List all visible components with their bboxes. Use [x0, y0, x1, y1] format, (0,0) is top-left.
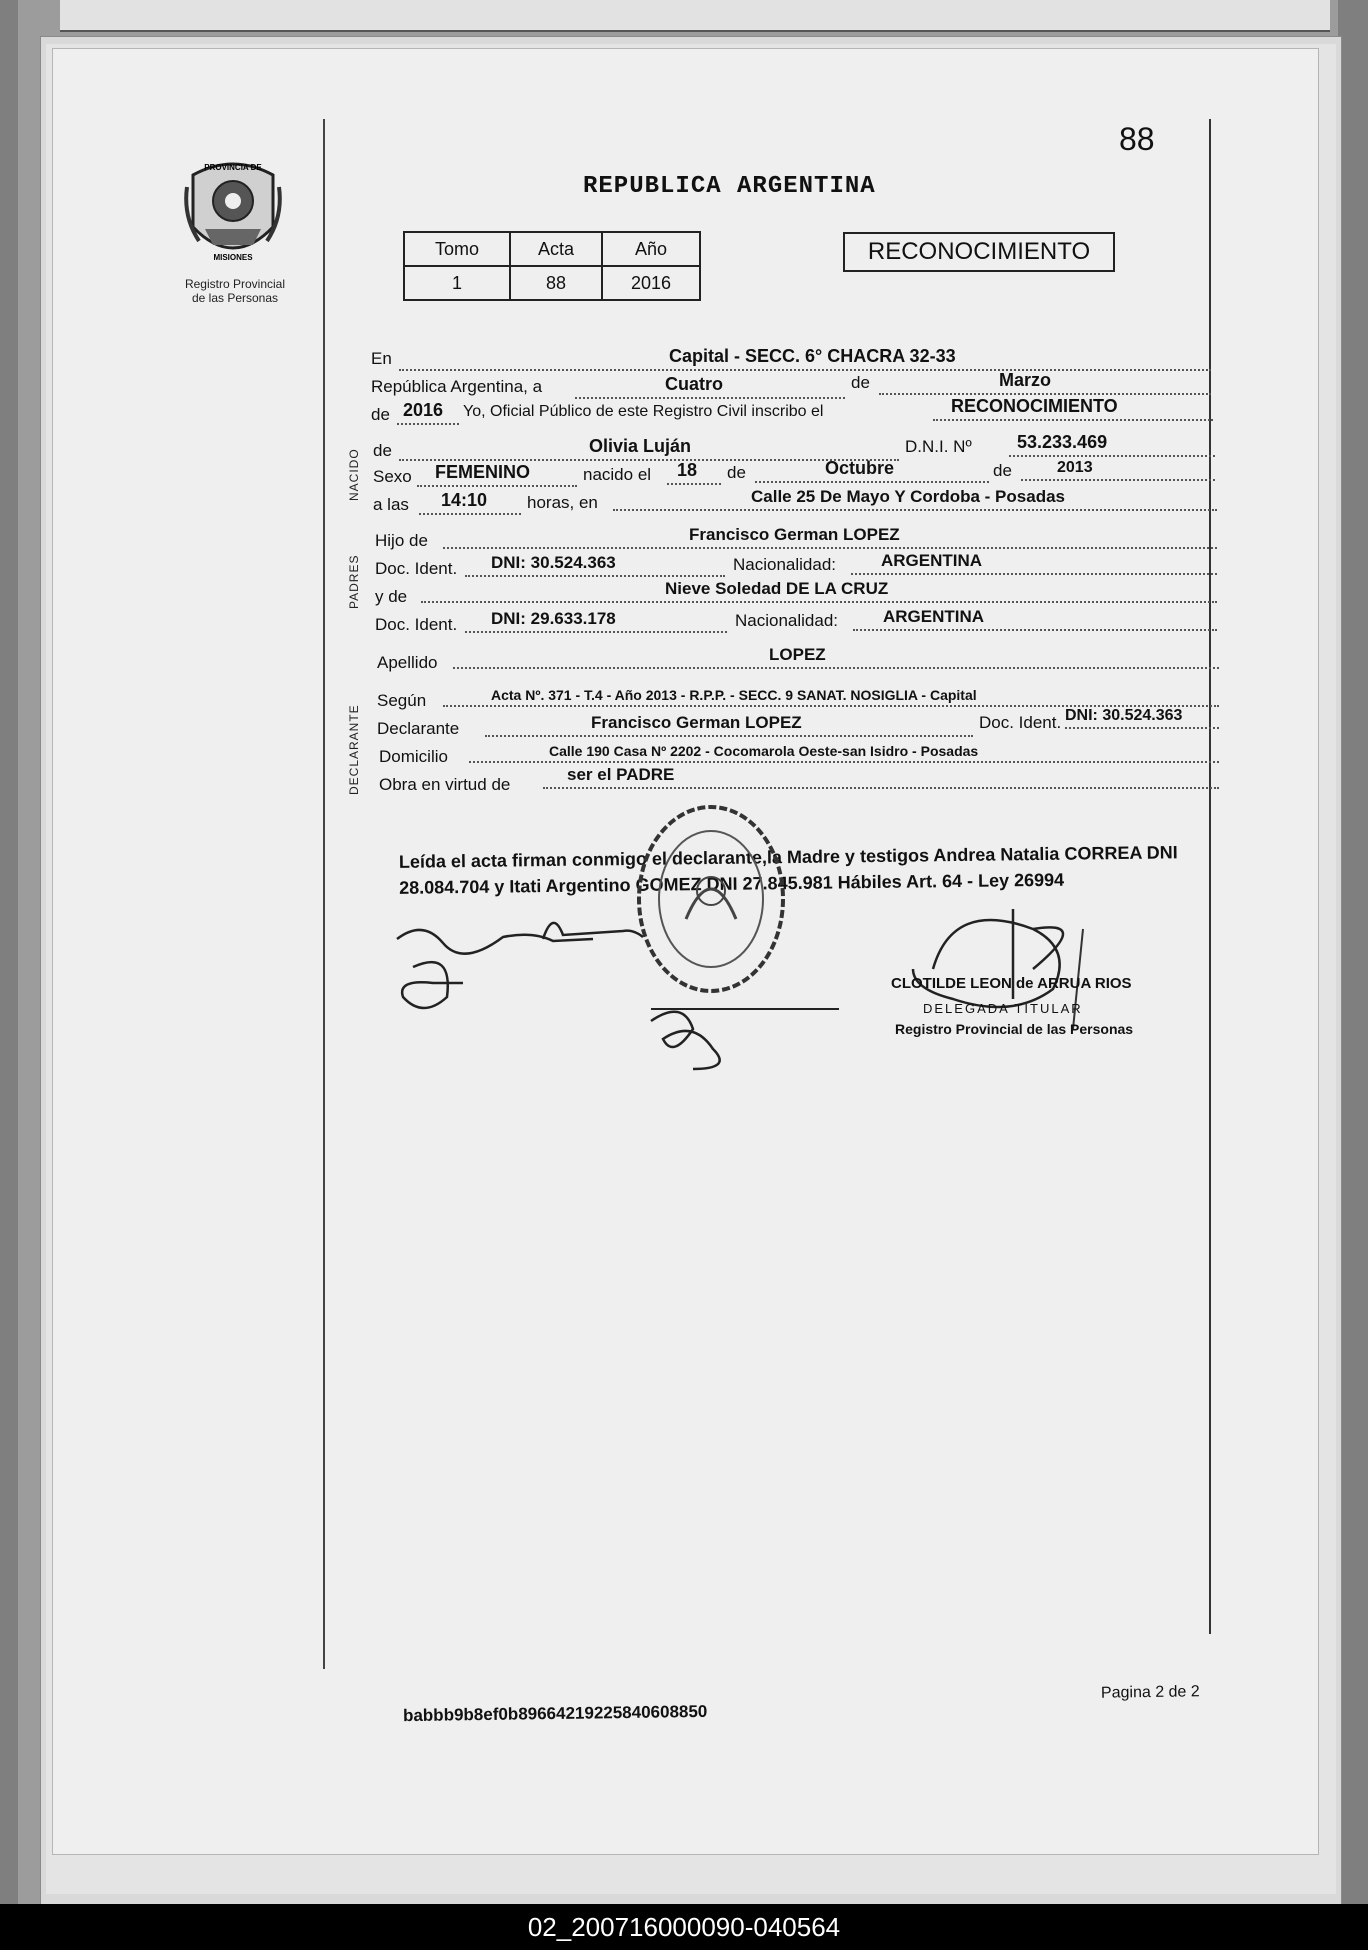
book-reference-table: [403, 231, 701, 301]
value-by-virtue: ser el PADRE: [567, 765, 675, 784]
header-acta: Acta: [510, 232, 602, 266]
official-registry: Registro Provincial de las Personas: [895, 1021, 1134, 1037]
label-de-name: de: [373, 441, 392, 460]
label-sexo: Sexo: [373, 467, 412, 486]
value-acta: 88: [510, 266, 602, 300]
label-en: En: [371, 349, 392, 368]
label-nationality-mother: Nacionalidad:: [735, 611, 839, 630]
field-father: [443, 525, 1217, 549]
field-place: [399, 347, 1211, 371]
value-name: Olivia Luján: [589, 436, 692, 456]
field-birth-time: [419, 491, 521, 515]
value-declarant-doc: DNI: 30.524.363: [1065, 707, 1183, 724]
label-obra: Obra en virtud de: [379, 775, 511, 794]
document-title: REPUBLICA ARGENTINA: [583, 173, 876, 200]
field-dni: [1009, 433, 1215, 457]
field-day: [575, 375, 845, 399]
label-nationality-father: Nacionalidad:: [733, 555, 837, 574]
field-mother-nationality: [853, 607, 1217, 631]
value-birth-year: 2013: [1057, 459, 1093, 476]
label-de-month: de: [851, 373, 870, 392]
field-declarant-doc: [1065, 705, 1219, 729]
field-mother-doc: [465, 609, 727, 633]
value-place: Capital - SECC. 6° CHACRA 32-33: [669, 346, 956, 366]
label-segun: Según: [377, 691, 427, 710]
value-birth-place: Calle 25 De Mayo Y Cordoba - Posadas: [751, 487, 1065, 506]
side-label-parents: PADRES: [347, 554, 361, 609]
field-birth-year: [1021, 457, 1215, 481]
pagination: Pagina 2 de 2: [1100, 1683, 1200, 1702]
label-republica: República Argentina, a: [371, 377, 543, 396]
left-margin-rule: [323, 119, 325, 1669]
field-surname: [453, 645, 1219, 669]
official-role: DELEGADA TITULAR: [923, 1001, 1083, 1016]
label-doc-ident-declarant: Doc. Ident.: [979, 713, 1062, 732]
issuer-line-1: Registro Provincial: [184, 277, 286, 291]
value-act: RECONOCIMIENTO: [951, 396, 1118, 416]
field-month: [879, 371, 1211, 395]
field-father-doc: [465, 553, 725, 577]
certificate-page: [52, 48, 1319, 1855]
page-number: 88: [1119, 121, 1155, 157]
value-father-doc: DNI: 30.524.363: [491, 553, 616, 572]
label-de-year: de: [371, 405, 390, 424]
value-surname: LOPEZ: [769, 645, 826, 664]
act-type-box: RECONOCIMIENTO: [843, 232, 1115, 272]
label-doc-ident-father: Doc. Ident.: [375, 559, 458, 578]
field-birth-month: [755, 459, 989, 483]
side-label-born: NACIDO: [347, 448, 361, 501]
field-mother: [421, 579, 1217, 603]
value-anio: 2016: [602, 266, 700, 300]
field-address: [469, 739, 1219, 763]
field-birth-place: [613, 487, 1217, 511]
value-birth-day: 18: [677, 460, 698, 480]
header-tomo: Tomo: [404, 232, 510, 266]
label-y-de: y de: [375, 587, 408, 606]
emblem-top-text: PROVINCIA DE: [204, 163, 262, 172]
value-day: Cuatro: [665, 374, 723, 394]
closing-note: Leída el acta firman conmigo el declarante,la Madre y testigos Andrea Natalia CORREA DNI 28.084.704 y Itati Argentino GOMEZ DNI 27.845.981 Hábiles Art. 64 - Ley 26994: [398, 842, 1178, 898]
label-declarante: Declarante: [377, 719, 460, 738]
side-label-declarant: DECLARANTE: [347, 704, 361, 795]
header-anio: Año: [602, 232, 700, 266]
value-mother-nationality: ARGENTINA: [883, 607, 985, 626]
provincial-emblem-icon: [183, 157, 283, 269]
value-tomo: 1: [404, 266, 510, 300]
value-according-to: Acta Nº. 371 - T.4 - Año 2013 - R.P.P. - SECC. 9 SANAT. NOSIGLIA - Capital: [491, 687, 977, 703]
issuer-line-2: de las Personas: [191, 291, 279, 305]
previous-page-strip: [60, 0, 1330, 32]
value-dni: 53.233.469: [1017, 432, 1108, 452]
field-birth-day: [667, 461, 721, 485]
field-by-virtue: [543, 765, 1219, 789]
official-name: CLOTILDE LEON de ARRUA RIOS: [891, 975, 1132, 992]
document-hash: babbb9b8ef0b89664219225840608850: [402, 1701, 708, 1726]
label-horas: horas, en: [527, 493, 598, 512]
label-de-birth-month: de: [727, 463, 746, 482]
value-declarant: Francisco German LOPEZ: [591, 713, 802, 732]
scan-footer-id: 02_200716000090-040564: [0, 1904, 1368, 1950]
label-yo: Yo, Oficial Público de este Registro Civil inscribo el: [463, 403, 824, 420]
signatures: [393, 909, 1233, 1089]
field-according-to: [443, 683, 1219, 707]
value-month: Marzo: [999, 370, 1052, 390]
value-father: Francisco German LOPEZ: [689, 525, 900, 544]
label-doc-ident-mother: Doc. Ident.: [375, 615, 458, 634]
field-father-nationality: [851, 551, 1217, 575]
value-address: Calle 190 Casa Nº 2202 - Cocomarola Oeste-san Isidro - Posadas: [549, 743, 979, 759]
value-year: 2016: [403, 400, 444, 420]
issuer-label: [165, 277, 305, 305]
label-hijo-de: Hijo de: [375, 531, 428, 550]
value-sex: FEMENINO: [435, 462, 531, 482]
field-declarant: [485, 713, 973, 737]
label-apellido: Apellido: [377, 653, 438, 672]
field-year: [397, 401, 459, 425]
label-de-birth-year: de: [993, 461, 1012, 480]
value-birth-time: 14:10: [441, 490, 488, 510]
value-birth-month: Octubre: [825, 458, 895, 478]
value-mother: Nieve Soledad DE LA CRUZ: [665, 579, 889, 598]
label-dni: D.N.I. Nº: [905, 437, 972, 456]
field-sex: [417, 463, 577, 487]
label-domicilio: Domicilio: [379, 747, 448, 766]
label-a-las: a las: [373, 495, 409, 514]
value-father-nationality: ARGENTINA: [881, 551, 983, 570]
field-name: [399, 437, 899, 461]
label-nacido: nacido el: [583, 465, 652, 484]
value-mother-doc: DNI: 29.633.178: [491, 609, 616, 628]
field-act: [933, 397, 1213, 421]
emblem-bottom-text: MISIONES: [213, 253, 253, 262]
